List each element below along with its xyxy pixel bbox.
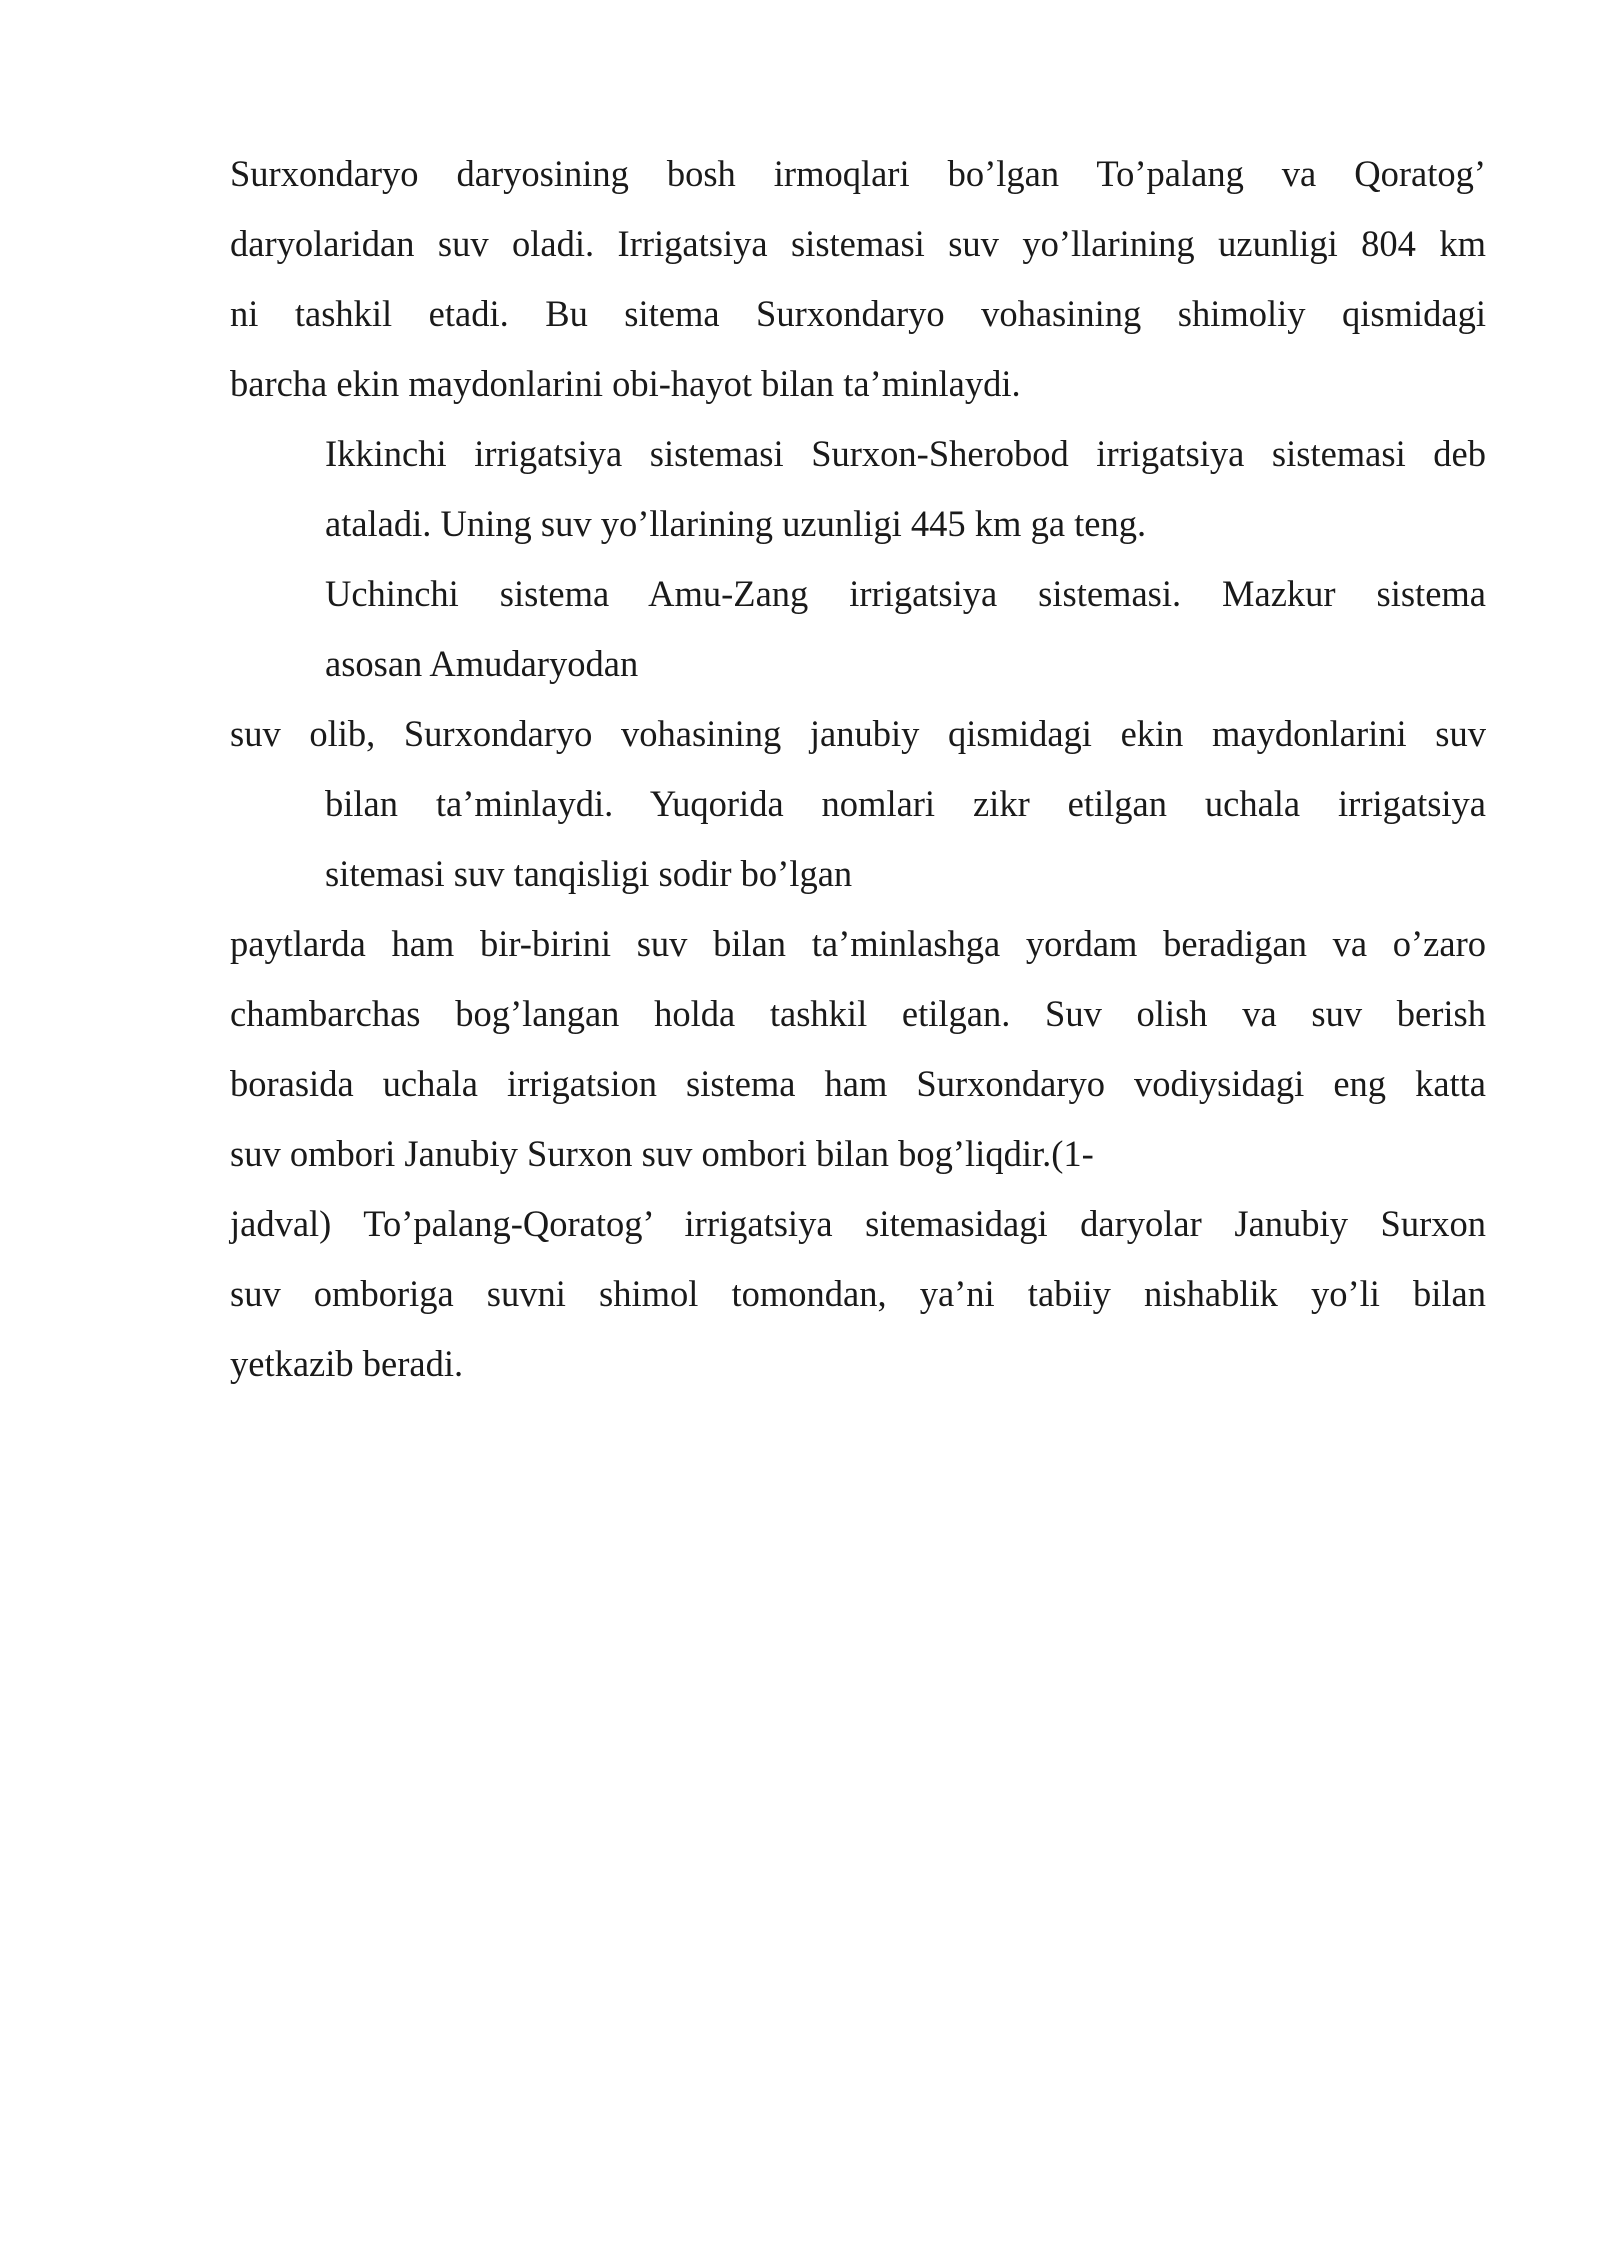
text-line: bilan ta’minlaydi. Yuqorida nomlari zikr etilgan uchala irrigatsiya <box>325 783 1486 824</box>
text-line: paytlarda ham bir-birini suv bilan ta’minlashga yordam beradigan va o’zaro <box>230 923 1486 964</box>
text-line: yetkazib beradi. <box>230 1343 464 1384</box>
text-line: jadval) To’palang-Qoratog’ irrigatsiya sitemasidagi daryolar Janubiy Surxon <box>230 1203 1486 1244</box>
text-line: suv ombori Janubiy Surxon suv ombori bilan bog’liqdir.(1- <box>230 1133 1094 1174</box>
text-line: ni tashkil etadi. Bu sitema Surxondaryo vohasining shimoliy qismidagi <box>230 293 1486 334</box>
text-line: chambarchas bog’langan holda tashkil etilgan. Suv olish va suv berish <box>230 993 1486 1034</box>
text-line: Uchinchi sistema Amu-Zang irrigatsiya sistemasi. Mazkur sistema <box>325 573 1486 614</box>
text-line: suv omboriga suvni shimol tomondan, ya’ni tabiiy nishablik yo’li bilan <box>230 1273 1486 1314</box>
text-line: suv olib, Surxondaryo vohasining janubiy qismidagi ekin maydonlarini suv <box>230 713 1486 754</box>
text-line: ataladi. Uning suv yo’llarining uzunligi 445 km ga teng. <box>325 503 1147 544</box>
text-line: asosan Amudaryodan <box>325 643 639 684</box>
text-line: barcha ekin maydonlarini obi-hayot bilan ta’minlaydi. <box>230 363 1021 404</box>
text-line: sitemasi suv tanqisligi sodir bo’lgan <box>325 853 853 894</box>
text-line: daryolaridan suv oladi. Irrigatsiya sistemasi suv yo’llarining uzunligi 804 km <box>230 223 1486 264</box>
text-line: Surxondaryo daryosining bosh irmoqlari bo’lgan To’palang va Qoratog’ <box>230 153 1486 194</box>
text-line: borasida uchala irrigatsion sistema ham Surxondaryo vodiysidagi eng katta <box>230 1063 1486 1104</box>
text-line: Ikkinchi irrigatsiya sistemasi Surxon-Sherobod irrigatsiya sistemasi deb <box>325 433 1486 474</box>
